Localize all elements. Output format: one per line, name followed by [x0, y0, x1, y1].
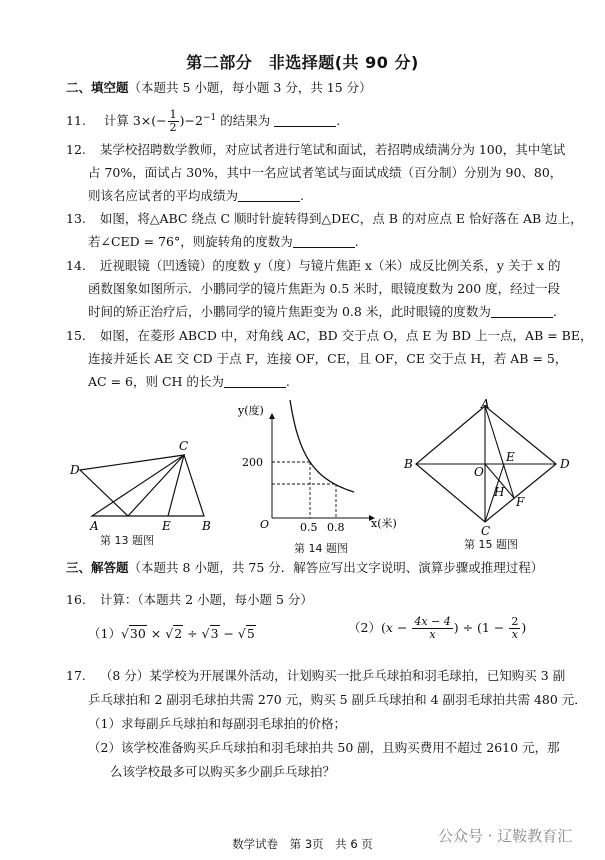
q11-fraction — [168, 109, 179, 134]
x-axis-label: x(米) — [371, 517, 397, 530]
label-a: A — [481, 398, 490, 411]
q16-part-1: （1）√30 × √2 ÷ √3 − √5 — [88, 626, 255, 641]
question-number: 12. — [66, 142, 86, 157]
label-d: D — [70, 463, 80, 477]
q17-part-2-cont: 么该学校最多可以购买多少副乒乓球拍？ — [110, 764, 336, 779]
figure-13-caption: 第 13 题图 — [100, 534, 154, 547]
q11-expr-post: 的结果为 — [220, 113, 271, 129]
triangle-abc — [92, 455, 204, 516]
inverse-proportion-curve — [286, 400, 354, 492]
section-3-title: 三、解答题 — [66, 560, 129, 575]
figure-14-caption: 第 14 题图 — [294, 542, 348, 555]
q17-part-1: （1）求每副乒乓球拍和每副羽毛球拍的价格； — [88, 716, 346, 731]
question-number: 13. — [66, 211, 86, 226]
label-e: E — [162, 519, 171, 532]
question-11: 11. 计算 3×(− $\frac{1}{2}$ )$-2^{-1}$ 的结果为 . — [66, 108, 341, 135]
question-12 — [66, 140, 565, 160]
q12-line-3: 则该名应试者的平均成绩为 — [88, 188, 239, 203]
y-axis-label: y(度) — [238, 404, 264, 417]
question-number: 15. — [66, 328, 86, 343]
q13-line-1: 如图，将△ABC 绕点 C 顺时针旋转得到△DEC，点 B 的对应点 E 恰好落在 AB 边上， — [99, 211, 583, 226]
y-tick-200: 200 — [242, 456, 263, 469]
label-b: B — [202, 519, 211, 532]
page-footer: 数学试卷 第 3页 共 6 页 — [232, 837, 373, 851]
question-16 — [66, 590, 313, 610]
q14-line-3: 时间的矫正治疗后，小鹏同学的镜片焦距变为 0.8 米，此时眼镜的度数为 — [88, 304, 491, 319]
question-number: 17. — [66, 668, 86, 683]
section-2-desc: （本题共 5 小题，每小题 3 分，共 15 分） — [128, 80, 372, 95]
section-heading-fill-blank — [66, 78, 372, 98]
frac-denominator: x — [511, 628, 518, 641]
answer-blank[interactable] — [224, 375, 286, 388]
answer-blank[interactable] — [293, 235, 355, 248]
q14-line-2: 函数图象如图所示．小鹏同学的镜片焦距为 0.5 米时，眼镜度数为 200 度，经过一段 — [88, 281, 561, 296]
q16-fraction-2 — [509, 616, 520, 641]
watermark: 公众号 · 辽鞍教育汇 — [438, 827, 573, 845]
answer-blank[interactable] — [238, 189, 300, 202]
label-a: A — [90, 519, 99, 532]
figure-15-caption: 第 15 题图 — [464, 538, 518, 551]
page-title: 第二部分 非选择题(共 90 分) — [186, 53, 419, 72]
frac-denominator: x — [429, 628, 436, 641]
label-o: O — [474, 465, 484, 479]
q12-line-2: 占 70%，面试占 30%，其中一名应试者笔试与面试成绩（百分制）分别为 90、80， — [88, 165, 563, 180]
question-17 — [66, 666, 565, 686]
frac-numerator: 1 — [169, 108, 177, 122]
label-d: D — [560, 457, 570, 471]
question-14 — [66, 256, 560, 276]
figure-13 — [64, 432, 224, 532]
triangle-dec — [80, 455, 184, 516]
label-c: C — [179, 439, 189, 453]
q13-line-2: 若∠CED = 76°，则旋转角的度数为 — [88, 234, 293, 249]
section-2-title: 二、填空题 — [66, 80, 129, 95]
q14-line-3-wrap: 时间的矫正治疗后，小鹏同学的镜片焦距变为 0.8 米，此时眼镜的度数为 . — [88, 304, 557, 319]
answer-blank[interactable] — [491, 305, 553, 318]
figure-15 — [400, 398, 575, 538]
origin-label: O — [260, 518, 270, 531]
x-tick-0.8: 0.8 — [327, 521, 345, 534]
frac-denominator: 2 — [169, 121, 177, 135]
q17-line-2: 乒乓球拍和 2 副羽毛球拍共需 270 元，购买 5 副乒乓球拍和 4 副羽毛球拍共需 480 元． — [88, 692, 587, 707]
label-f: F — [516, 495, 525, 509]
q12-line-1: 某学校招聘数学教师，对应试者进行笔试和面试，若招聘成绩满分为 100，其中笔试 — [99, 142, 566, 157]
part-label: （1） — [88, 626, 121, 641]
question-number: 16. — [66, 592, 86, 607]
question-13 — [66, 209, 583, 229]
section-3-desc: （本题共 8 小题，共 75 分．解答应写出文字说明、演算步骤或推理过程） — [128, 560, 544, 575]
radicand: 5 — [246, 626, 255, 641]
q15-line-2: 连接并延长 AE 交 CD 于点 F，连接 OF，CE，且 OF，CE 交于点 H，若 AB = 5， — [88, 351, 568, 366]
q11-expr-pre: 计算 3×(− — [103, 113, 167, 129]
section-heading-solutions — [66, 558, 543, 578]
q15-line-3-wrap: AC = 6，则 CH 的长为 . — [88, 374, 290, 389]
figure-14-graph — [234, 400, 404, 540]
q16-part-2: （2）(x − $\frac{4x - 4}{x}$ ) ÷ (1 − $\frac{2}{x}$ ) — [348, 615, 527, 641]
frac-numerator: 4x − 4 — [414, 615, 451, 628]
radicand: 30 — [129, 626, 146, 641]
question-15 — [66, 326, 593, 346]
q14-line-1: 近视眼镜（凹透镜）的度数 y（度）与镜片焦距 x（米）成反比例关系，y 关于 x 的 — [99, 258, 561, 273]
q11-expr-mid: )−2 — [179, 113, 203, 129]
answer-blank[interactable] — [274, 114, 336, 127]
q13-line-2-wrap: 若∠CED = 76°，则旋转角的度数为 . — [88, 234, 359, 249]
q16-desc: 计算：（本题共 2 小题，每小题 5 分） — [99, 592, 313, 607]
frac-numerator: 2 — [511, 615, 519, 628]
q17-part-2: （2）该学校准备购买乒乓球拍和羽毛球拍共 50 副，且购买费用不超过 2610 元，那 — [88, 740, 560, 755]
question-number: 11. — [66, 113, 86, 129]
q15-line-3: AC = 6，则 CH 的长为 — [88, 374, 224, 389]
label-e: E — [506, 450, 515, 464]
q15-line-1: 如图，在菱形 ABCD 中，对角线 AC，BD 交于点 O，点 E 为 BD 上一点，AB = BE， — [99, 328, 593, 343]
label-b: B — [404, 457, 413, 471]
q12-line-3-wrap: 则该名应试者的平均成绩为 . — [88, 188, 304, 203]
radicand: 3 — [210, 626, 219, 641]
q16-fraction-1 — [412, 616, 452, 641]
label-h: H — [494, 485, 505, 499]
part-label: （2） — [348, 620, 381, 635]
label-c: C — [481, 524, 491, 538]
radicand: 2 — [174, 626, 183, 641]
q11-exponent: −1 — [202, 113, 217, 123]
q17-line-1: （8 分）某学校为开展课外活动，计划购买一批乒乓球拍和羽毛球拍，已知购买 3 副 — [99, 668, 566, 683]
question-number: 14. — [66, 258, 86, 273]
x-tick-0.5: 0.5 — [300, 521, 318, 534]
